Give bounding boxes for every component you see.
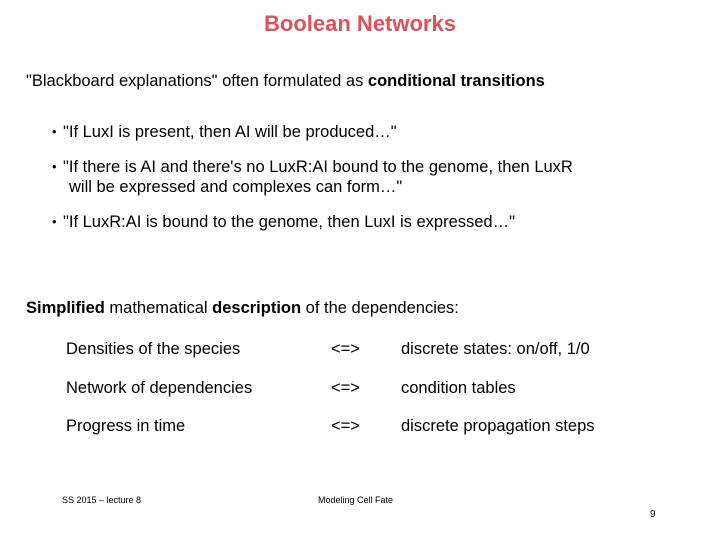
bullet-marker: • — [52, 159, 57, 174]
section-word-description: description — [212, 299, 302, 317]
bullet-list — [52, 122, 692, 247]
mapping-left: Densities of the species — [66, 340, 241, 358]
intro-part1: "Blackboard explanations" often formulated as — [26, 72, 368, 90]
mapping-arrow: <=> — [331, 340, 360, 358]
bullet-marker: • — [52, 124, 57, 139]
bullet-item — [52, 212, 692, 232]
bullet-item — [52, 157, 692, 197]
mapping-right: discrete states: on/off, 1/0 — [401, 340, 590, 358]
section-rest: of the dependencies: — [301, 299, 459, 317]
section-word-simplified: Simplified — [26, 299, 105, 317]
bullet-marker: • — [52, 214, 57, 229]
mapping-right: condition tables — [401, 378, 516, 397]
mapping-left: Progress in time — [66, 417, 186, 435]
footer-course: SS 2015 – lecture 8 — [62, 495, 142, 505]
bullet-text: "If LuxR:AI is bound to the genome, then LuxI is expressed…" — [63, 213, 515, 231]
mapping-left: Network of dependencies — [66, 378, 253, 397]
bullet-item — [52, 122, 692, 142]
intro-text — [26, 72, 545, 91]
mapping-arrow: <=> — [331, 417, 360, 435]
footer-topic: Modeling Cell Fate — [318, 495, 394, 505]
bullet-text: "If there is AI and there's no LuxR:AI bound to the genome, then LuxR — [63, 158, 573, 176]
section-heading — [26, 299, 459, 318]
mapping-arrow: <=> — [331, 378, 360, 397]
page-number: 9 — [650, 509, 656, 520]
mapping-right: discrete propagation steps — [401, 417, 595, 435]
section-word-mathematical: mathematical — [104, 299, 213, 317]
bullet-text-continuation: will be expressed and complexes can form…" — [69, 178, 403, 196]
intro-emphasis: conditional transitions — [367, 72, 545, 90]
bullet-text: "If LuxI is present, then AI will be produced…" — [63, 123, 397, 141]
slide-title: Boolean Networks — [264, 11, 456, 36]
